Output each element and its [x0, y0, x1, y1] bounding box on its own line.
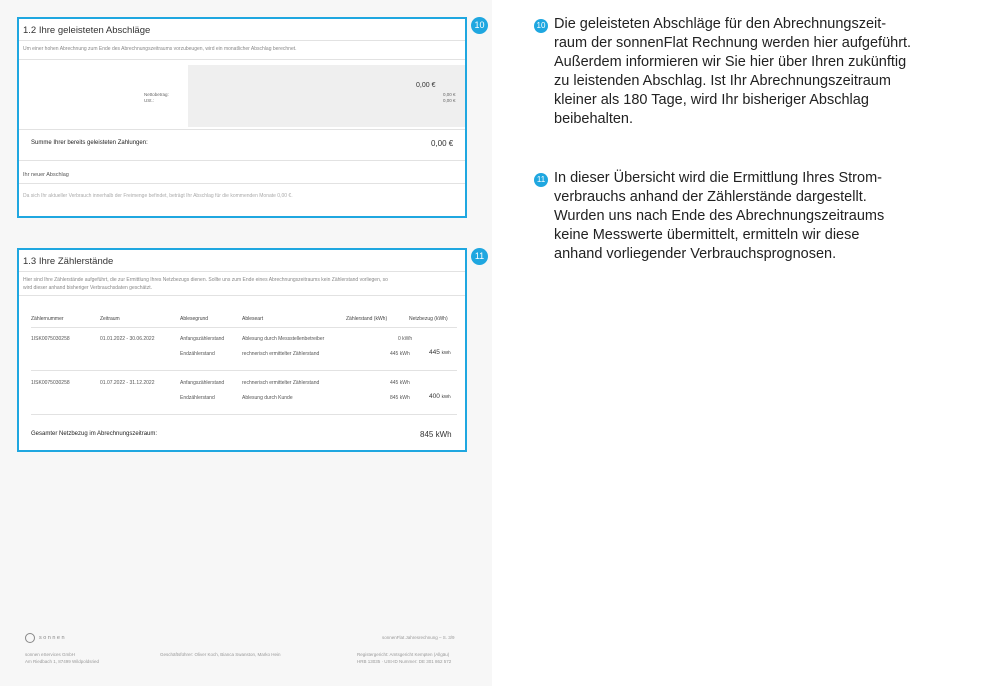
net-unit: kWh — [441, 394, 451, 399]
vat-value: 0,00 € — [443, 98, 456, 103]
meters-title: 1.3 Ihre Zählerstände — [23, 256, 114, 267]
ceo-line: Geschäftsführer: Oliver Koch, Bianca Swanston, Marko Hein — [160, 652, 281, 657]
logo-text: sonnen — [39, 635, 67, 641]
read-reason: Anfangszählerstand — [180, 380, 225, 386]
header-net: Netzbezug (kWh) — [409, 316, 448, 322]
payments-title: 1.2 Ihre geleisteten Abschläge — [23, 25, 151, 36]
header-meter: Zählernummer — [31, 316, 64, 322]
divider — [19, 160, 465, 161]
new-payment-title: Ihr neuer Abschlag — [23, 172, 69, 178]
explanation-badge-10: 10 — [534, 19, 548, 33]
sum-label: Summe Ihrer bereits geleisteten Zahlungen: — [31, 140, 148, 146]
divider — [31, 370, 457, 371]
explanation-line: anhand vorliegender Verbrauchsprognosen. — [554, 246, 837, 262]
payments-section — [17, 17, 467, 218]
explanation-line: In dieser Übersicht wird die Ermittlung Ihres Strom- — [554, 170, 882, 186]
sonnen-logo-icon — [25, 633, 35, 643]
meters-intro-line2: wird dieser anhand bisheriger Verbrauchsdaten geschätzt. — [23, 285, 152, 291]
explanation-line: kleiner als 180 Tage, wird Ihr bisheriger Abschlag — [554, 92, 869, 108]
read-type: Ablesung durch Kunde — [242, 395, 293, 401]
header-reason: Ablesegrund — [180, 316, 209, 322]
invoice-page — [0, 0, 492, 686]
company-line1: sonnen eServices GmbH — [25, 652, 76, 657]
read-type: rechnerisch ermittelter Zählerstand — [242, 351, 320, 357]
badge-11: 11 — [471, 248, 488, 265]
read-type: Ablesung durch Messstellenbetreiber — [242, 336, 325, 342]
explanation-line: Die geleisteten Abschläge für den Abrechnungszeit- — [554, 16, 887, 32]
new-payment-text: Da sich Ihr aktueller Verbrauch innerhalb der Freimenge befindet, beträgt Ihr Abschlag für die kommenden Monate 0,00 €. — [23, 193, 293, 199]
reading-value: 445 kWh — [390, 380, 410, 386]
divider — [19, 271, 465, 272]
amount-panel — [188, 65, 465, 127]
divider — [19, 129, 465, 130]
register-line2: HRB 13035 · USt-ID Nummer: DE 301 862 572 — [357, 659, 452, 664]
payments-intro: Um einer hohen Abrechnung zum Ende des Abrechnungszeitraums vorzubeugen, wird ein monatlicher Abschlag berechnet. — [23, 46, 297, 52]
read-reason: Anfangszählerstand — [180, 336, 225, 342]
header-type: Ableseart — [242, 316, 264, 322]
badge-10: 10 — [471, 17, 488, 34]
divider — [19, 183, 465, 184]
divider — [19, 40, 465, 41]
explanation-line: beibehalten. — [554, 111, 634, 127]
total-net-label: Gesamter Netzbezug im Abrechnungszeitraum: — [31, 431, 158, 437]
payments-total-value: 0,00 € — [416, 82, 436, 89]
net-value-2 — [429, 393, 451, 400]
meters-section — [17, 248, 467, 452]
page-label: sonnenFlat Jahresrechnung – S. 3/9 — [382, 635, 455, 640]
meters-intro-line1: Hier sind Ihre Zählerstände aufgeführt, die zur Ermittlung Ihres Netzbezugs dienen. Sollte uns zum Ende eines Abrechnungszeitraums kein Zählerstand vorliegen, so — [23, 277, 388, 283]
total-net-value: 845 kWh — [420, 430, 452, 439]
explanation-line: raum der sonnenFlat Rechnung werden hier aufgeführt. — [554, 35, 912, 51]
reading-value: 845 kWh — [390, 395, 410, 401]
explanation-badge-11: 11 — [534, 173, 548, 187]
header-period: Zeitraum — [100, 316, 120, 322]
reading-value: 0 kWh — [398, 336, 413, 342]
meter-number: 1ISK0075030258 — [31, 336, 70, 342]
meter-period: 01.01.2022 - 30.06.2022 — [100, 336, 155, 342]
net-number: 445 — [429, 349, 440, 356]
net-unit: kWh — [441, 350, 451, 355]
explanation-11 — [554, 169, 1002, 264]
meter-number: 1ISK0075030258 — [31, 380, 70, 386]
explanation-line: Außerdem informieren wir Sie hier über Ihren zukünftig — [554, 54, 907, 70]
explanation-line: Wurden uns nach Ende des Abrechnungszeitraums — [554, 208, 885, 224]
net-value-1 — [429, 349, 451, 356]
explanation-line: verbrauchs anhand der Zählerstände dargestellt. — [554, 189, 867, 205]
divider — [31, 327, 457, 328]
net-value: 0,00 € — [443, 92, 456, 97]
explanation-10 — [554, 15, 1002, 129]
register-line1: Registergericht: Amtsgericht Kempten (Allgäu) — [357, 652, 450, 657]
divider — [31, 414, 457, 415]
header-reading: Zählerstand (kWh) — [346, 316, 388, 322]
reading-value: 445 kWh — [390, 351, 410, 357]
net-number: 400 — [429, 393, 440, 400]
read-type: rechnerisch ermittelter Zählerstand — [242, 380, 320, 386]
company-line2: Am Riedbach 1, 87499 Wildpoldsried — [25, 659, 100, 664]
sum-value: 0,00 € — [431, 139, 454, 148]
read-reason: Endzählerstand — [180, 351, 215, 357]
divider — [19, 295, 465, 296]
read-reason: Endzählerstand — [180, 395, 215, 401]
meter-period: 01.07.2022 - 31.12.2022 — [100, 380, 155, 386]
explanation-line: zu leistenden Abschlag. Ist Ihr Abrechnungszeitraum — [554, 73, 891, 89]
vat-label: USt.: — [144, 98, 155, 103]
net-label: Nettobetrag: — [144, 92, 169, 97]
divider — [19, 59, 465, 60]
explanation-line: keine Messwerte übermittelt, ermitteln wir diese — [554, 227, 860, 243]
